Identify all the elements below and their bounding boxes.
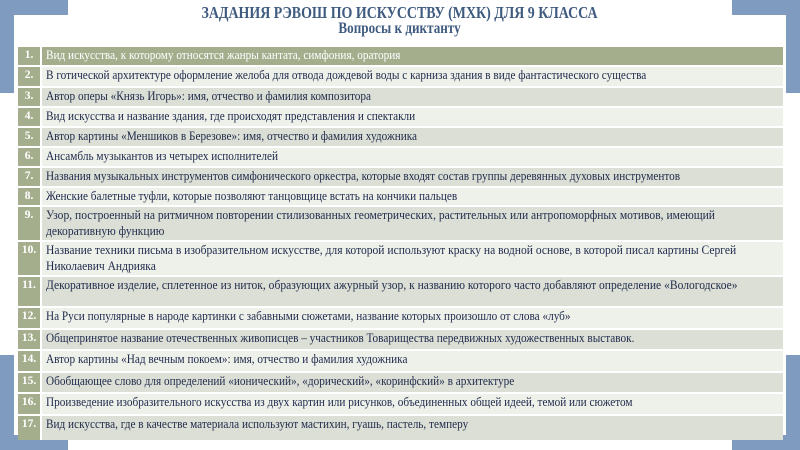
question-cell (42, 277, 783, 306)
question-cell (42, 108, 783, 126)
question-number: 13. (18, 330, 42, 349)
slide-title (0, 5, 800, 36)
question-number: 9. (18, 207, 42, 240)
question-cell (42, 330, 783, 349)
question-row (18, 88, 783, 106)
question-text: Вид искусства, к которому относятся жанры кантата, симфония, оратория (46, 48, 401, 62)
question-row (18, 416, 783, 440)
question-text: Ансамбль музыкантов из четырех исполнителей (46, 148, 278, 163)
subtitle-text: Вопросы к диктанту (338, 20, 462, 37)
question-text: На Руси популярные в народе картинки с забавными сюжетами, название которых произошло от слова «луб» (46, 309, 571, 323)
question-row (18, 128, 783, 146)
title-text: ЗАДАНИЯ РЭВОШ ПО ИСКУССТВУ (МХК) ДЛЯ 9 КЛАССА (201, 3, 599, 22)
question-text: В готической архитектуре оформление желоба для отвода дождевой воды с карниза здания в виде фантастического существа (46, 67, 647, 82)
question-number: 2. (18, 67, 42, 86)
question-cell (42, 416, 783, 440)
question-text: Обобщающее слово для определений «ионический», «дорический», «коринфский» в архитектуре (46, 374, 515, 388)
question-row (18, 277, 783, 306)
question-text: Произведение изобразительного искусства из двух картин или рисунков, объединенных общей идеей, темой или сюжетом (46, 395, 633, 409)
question-cell (42, 67, 783, 86)
question-row (18, 168, 783, 186)
question-cell (42, 373, 783, 392)
question-row (18, 242, 783, 275)
question-number: 8. (18, 188, 42, 206)
question-row (18, 308, 783, 328)
question-number: 1. (18, 47, 42, 65)
question-text: Общепринятое название отечественных живописцев – участников Товарищества передвижных художественных выставок. (46, 331, 635, 345)
questions-table (18, 45, 783, 442)
question-cell (42, 394, 783, 414)
question-cell (42, 47, 783, 65)
question-number: 12. (18, 308, 42, 328)
question-row (18, 67, 783, 86)
question-text: Женские балетные туфли, которые позволяют танцовщице встать на кончики пальцев (46, 188, 458, 203)
question-text: Вид искусства и название здания, где происходят представления и спектакли (46, 108, 416, 123)
question-cell (42, 148, 783, 166)
question-text: Автор картины «Меншиков в Березове»: имя, отчество и фамилия художника (46, 128, 418, 143)
question-number: 15. (18, 373, 42, 392)
question-cell (42, 242, 783, 275)
question-row (18, 108, 783, 126)
question-text: Название техники письма в изобразительном искусстве, для которой используют краску на водной основе, в которой писал картины Сергей Николаевич Андрияка (46, 243, 737, 273)
question-row (18, 330, 783, 349)
question-text: Автор картины «Над вечным покоем»: имя, отчество и фамилия художника (46, 352, 408, 366)
question-cell (42, 88, 783, 106)
question-number: 4. (18, 108, 42, 126)
question-text: Вид искусства, где в качестве материала используют мастихин, гуашь, пастель, темперу (46, 417, 469, 431)
question-number: 17. (18, 416, 42, 440)
question-cell (42, 351, 783, 371)
question-text: Названия музыкальных инструментов симфонического оркестра, которые входят состав группы деревянных духовых инструментов (46, 168, 681, 183)
question-number: 5. (18, 128, 42, 146)
question-text: Автор оперы «Князь Игорь»: имя, отчество и фамилия композитора (46, 88, 372, 103)
question-row (18, 373, 783, 392)
question-row (18, 207, 783, 240)
question-cell (42, 308, 783, 328)
question-text: Декоративное изделие, сплетенное из ниток, образующих ажурный узор, к названию которого часто добавляют определение «Вологодское» (46, 278, 738, 292)
question-number: 6. (18, 148, 42, 166)
question-row (18, 188, 783, 206)
question-cell (42, 168, 783, 186)
question-cell (42, 188, 783, 206)
question-number: 3. (18, 88, 42, 106)
question-row (18, 351, 783, 371)
question-number: 14. (18, 351, 42, 371)
question-text: Узор, построенный на ритмичном повторении стилизованных геометрических, растительных или антропоморфных мотивов, имеющий декоративную функцию (46, 208, 716, 238)
question-row (18, 47, 783, 65)
question-row (18, 148, 783, 166)
question-number: 11. (18, 277, 42, 306)
question-cell (42, 128, 783, 146)
question-row (18, 394, 783, 414)
question-number: 7. (18, 168, 42, 186)
question-number: 16. (18, 394, 42, 414)
question-number: 10. (18, 242, 42, 275)
question-cell (42, 207, 783, 240)
